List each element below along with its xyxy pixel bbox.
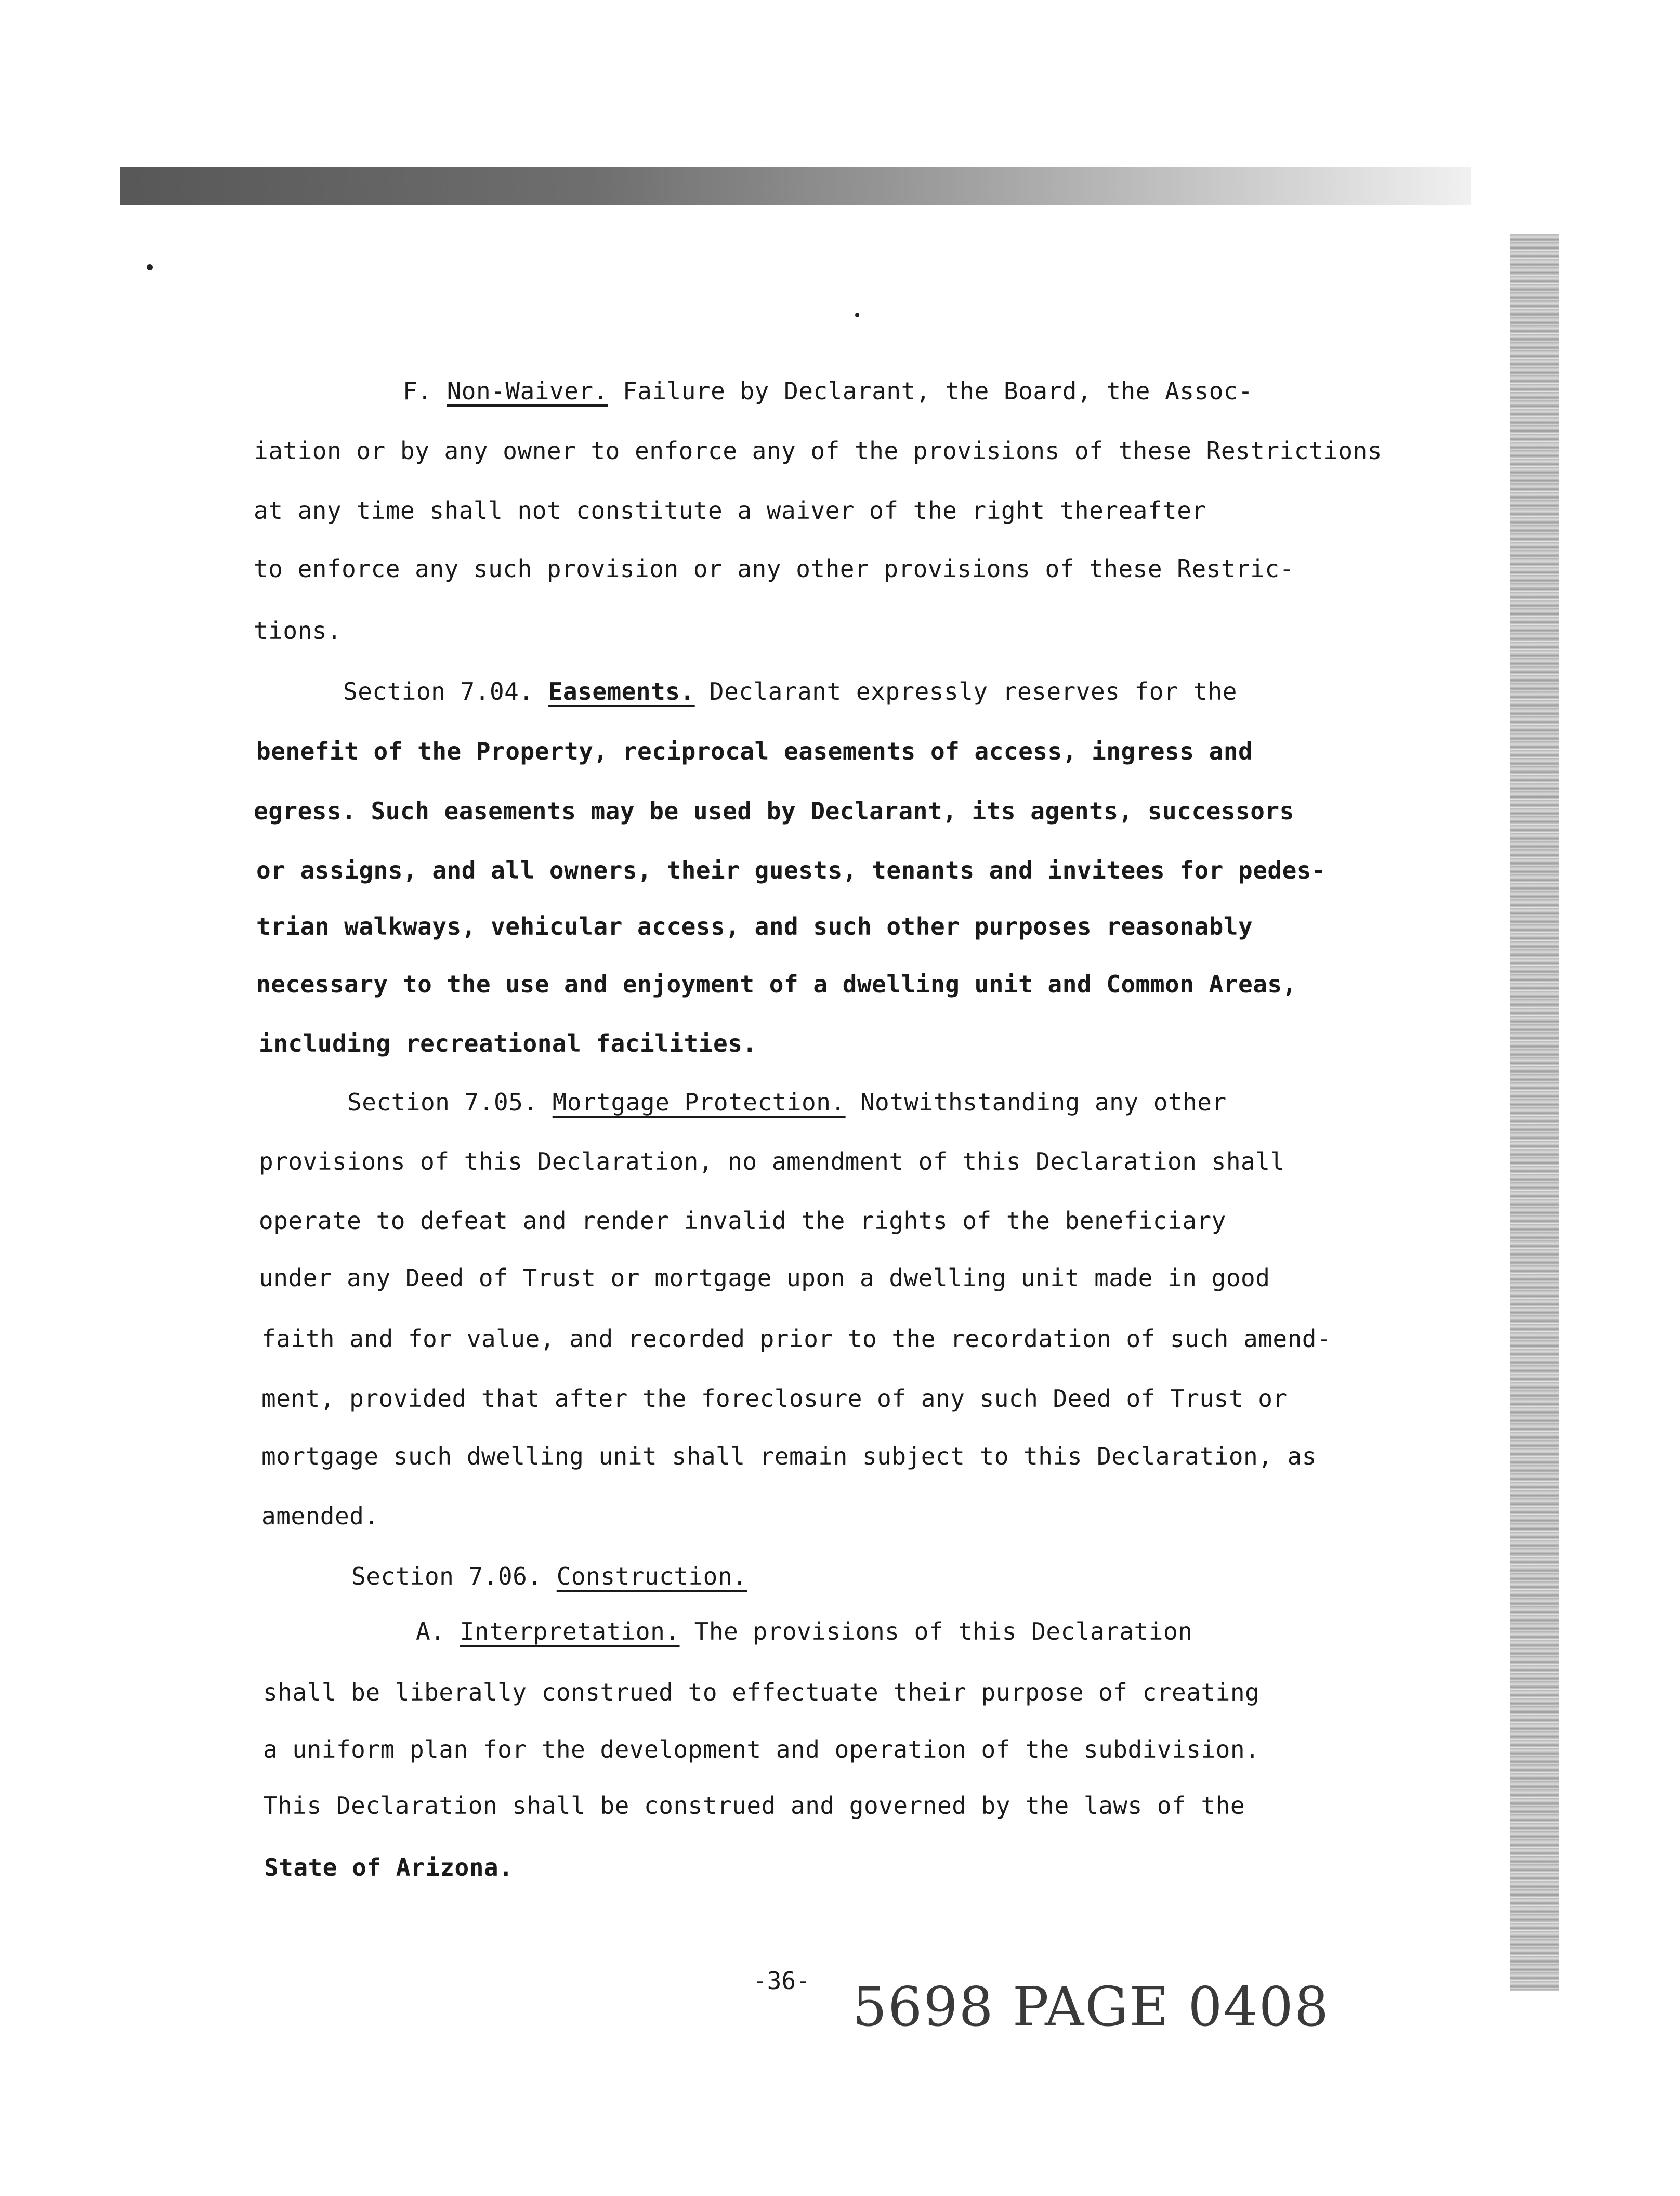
section-705-text: Notwithstanding any other <box>860 1088 1227 1116</box>
section-705-line-4: under any Deed of Trust or mortgage upon a dwelling unit made in good <box>259 1264 1270 1292</box>
paragraph-a-text: The provisions of this Declaration <box>694 1617 1193 1645</box>
section-704-line-3: egress. Such easements may be used by Declarant, its agents, successors <box>254 797 1294 825</box>
section-704-line-4: or assigns, and all owners, their guests, tenants and invitees for pedes- <box>256 856 1327 884</box>
paragraph-a-line-5: State of Arizona. <box>264 1853 514 1881</box>
section-704-line-1 <box>343 676 1237 707</box>
paragraph-a-line-3: a uniform plan for the development and operation of the subdivision. <box>263 1735 1260 1763</box>
section-704-line-6: necessary to the use and enjoyment of a dwelling unit and Common Areas, <box>256 970 1297 998</box>
paragraph-a-line-1 <box>416 1616 1192 1647</box>
section-705-heading: Mortgage Protection. <box>552 1088 846 1116</box>
section-705-line-8: amended. <box>261 1502 379 1530</box>
paragraph-a-line-4: This Declaration shall be construed and governed by the laws of the <box>263 1792 1245 1820</box>
paragraph-f-text: Failure by Declarant, the Board, the Assoc- <box>622 377 1253 405</box>
paragraph-f-marker: F. <box>403 377 432 405</box>
section-705-line-3: operate to defeat and render invalid the rights of the beneficiary <box>259 1207 1226 1235</box>
section-706-number: Section 7.06. <box>351 1562 542 1590</box>
paragraph-f-line-1 <box>403 375 1253 407</box>
paragraph-a-heading: Interpretation. <box>460 1617 680 1645</box>
section-704-line-2: benefit of the Property, reciprocal easements of access, ingress and <box>256 737 1253 765</box>
paragraph-f-heading: Non-Waiver. <box>447 377 608 405</box>
section-706-heading: Construction. <box>556 1562 747 1590</box>
scan-artifact-edge <box>1510 234 1559 1991</box>
paragraph-f-line-4: to enforce any such provision or any other provisions of these Restric- <box>254 555 1294 583</box>
section-704-line-7: including recreational facilities. <box>259 1029 757 1057</box>
page-number: -36- <box>753 1967 810 1995</box>
section-704-number: Section 7.04. <box>343 677 534 705</box>
section-706-line <box>351 1561 747 1592</box>
paragraph-a-marker: A. <box>416 1617 445 1645</box>
section-704-heading: Easements. <box>548 677 695 705</box>
section-705-number: Section 7.05. <box>347 1088 538 1116</box>
paragraph-f-line-2: iation or by any owner to enforce any of the provisions of these Restrictions <box>254 437 1382 465</box>
section-705-line-7: mortgage such dwelling unit shall remain subject to this Declaration, as <box>261 1442 1317 1470</box>
section-705-line-1 <box>347 1087 1227 1118</box>
recording-stamp: 5698 PAGE 0408 <box>852 1975 1330 2038</box>
section-705-line-2: provisions of this Declaration, no amendment of this Declaration shall <box>259 1147 1285 1175</box>
paragraph-a-line-2: shall be liberally construed to effectuate their purpose of creating <box>263 1678 1260 1706</box>
scan-speck <box>855 313 859 317</box>
paragraph-f-line-5: tions. <box>254 617 342 645</box>
scan-speck <box>147 264 153 270</box>
section-704-line-5: trian walkways, vehicular access, and such other purposes reasonably <box>256 912 1253 940</box>
paragraph-f-line-3: at any time shall not constitute a waiver of the right thereafter <box>254 496 1206 525</box>
scan-artifact-band <box>120 167 1471 205</box>
section-705-line-5: faith and for value, and recorded prior to the recordation of such amend- <box>261 1325 1332 1353</box>
section-705-line-6: ment, provided that after the foreclosure of any such Deed of Trust or <box>261 1384 1288 1413</box>
section-704-text: Declarant expressly reserves for the <box>709 677 1237 705</box>
